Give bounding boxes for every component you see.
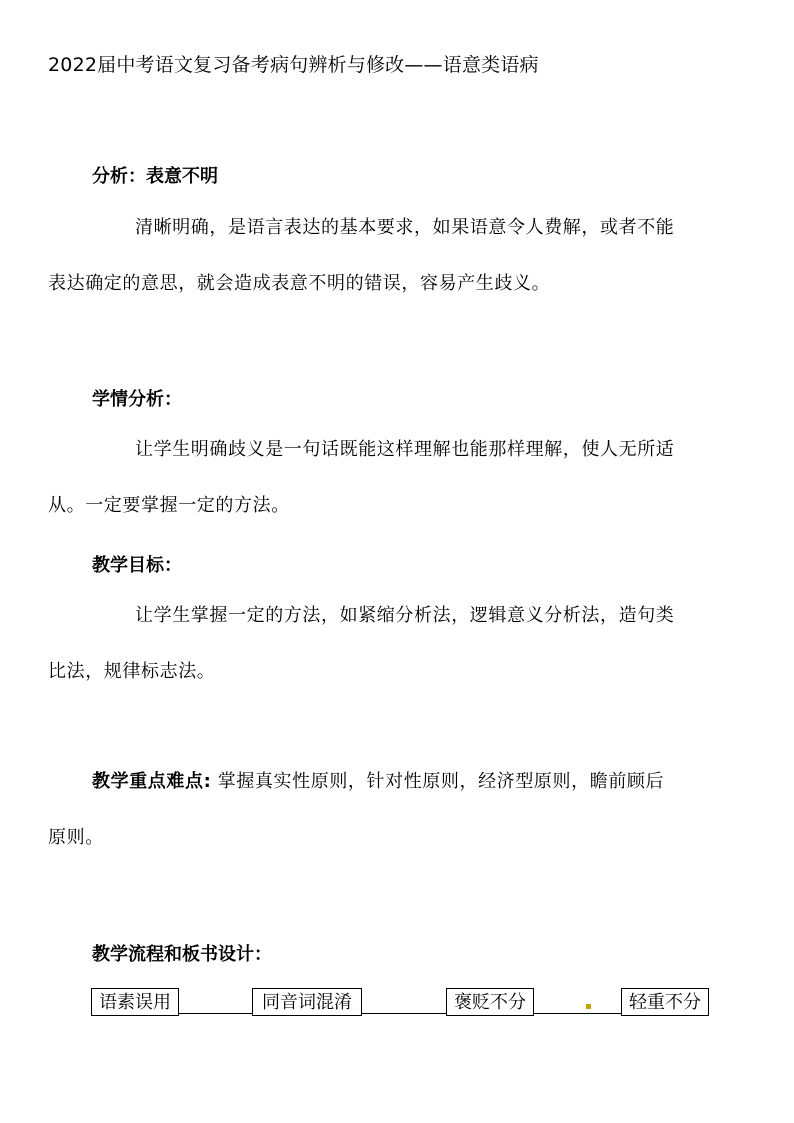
flow-box-homophone-confusion: 同音词混淆 bbox=[252, 988, 362, 1016]
flow-connector bbox=[179, 1013, 252, 1014]
goals-line-1: 让学生掌握一定的方法，如紧缩分析法，逻辑意义分析法，造句类 bbox=[135, 605, 675, 626]
flow-heading: 教学流程和板书设计： bbox=[92, 944, 272, 965]
analysis-line-1: 清晰明确，是语言表达的基本要求，如果语意令人费解，或者不能 bbox=[135, 217, 675, 238]
goals-line-2: 比法，规律标志法。 bbox=[48, 661, 216, 682]
analysis-heading: 分析：表意不明 bbox=[92, 166, 218, 187]
student-analysis-heading: 学情分析： bbox=[92, 389, 182, 410]
goals-heading: 教学目标： bbox=[92, 555, 182, 576]
key-points-line-1 bbox=[92, 754, 664, 810]
key-points-text: 掌握真实性原则，针对性原则，经济型原则，瞻前顾后 bbox=[217, 771, 665, 792]
document-title: 2022届中考语文复习备考病句辨析与修改——语意类语病 bbox=[48, 54, 539, 76]
flow-box-connotation-confusion: 褒贬不分 bbox=[446, 988, 534, 1016]
analysis-line-2: 表达确定的意思，就会造成表意不明的错误，容易产生歧义。 bbox=[48, 273, 551, 294]
flow-connector bbox=[534, 1013, 621, 1014]
key-points-label: 教学重点难点: bbox=[92, 771, 212, 792]
student-analysis-line-1: 让学生明确歧义是一句话既能这样理解也能那样理解，使人无所适 bbox=[135, 439, 675, 460]
student-analysis-line-2: 从。一定要掌握一定的方法。 bbox=[48, 495, 290, 516]
flow-box-weight-confusion: 轻重不分 bbox=[621, 988, 709, 1016]
decorative-dot: ▪ bbox=[585, 1001, 592, 1012]
flow-box-morpheme-misuse: 语素误用 bbox=[91, 988, 179, 1016]
key-points-line-2: 原则。 bbox=[48, 827, 104, 848]
flow-connector bbox=[362, 1013, 446, 1014]
